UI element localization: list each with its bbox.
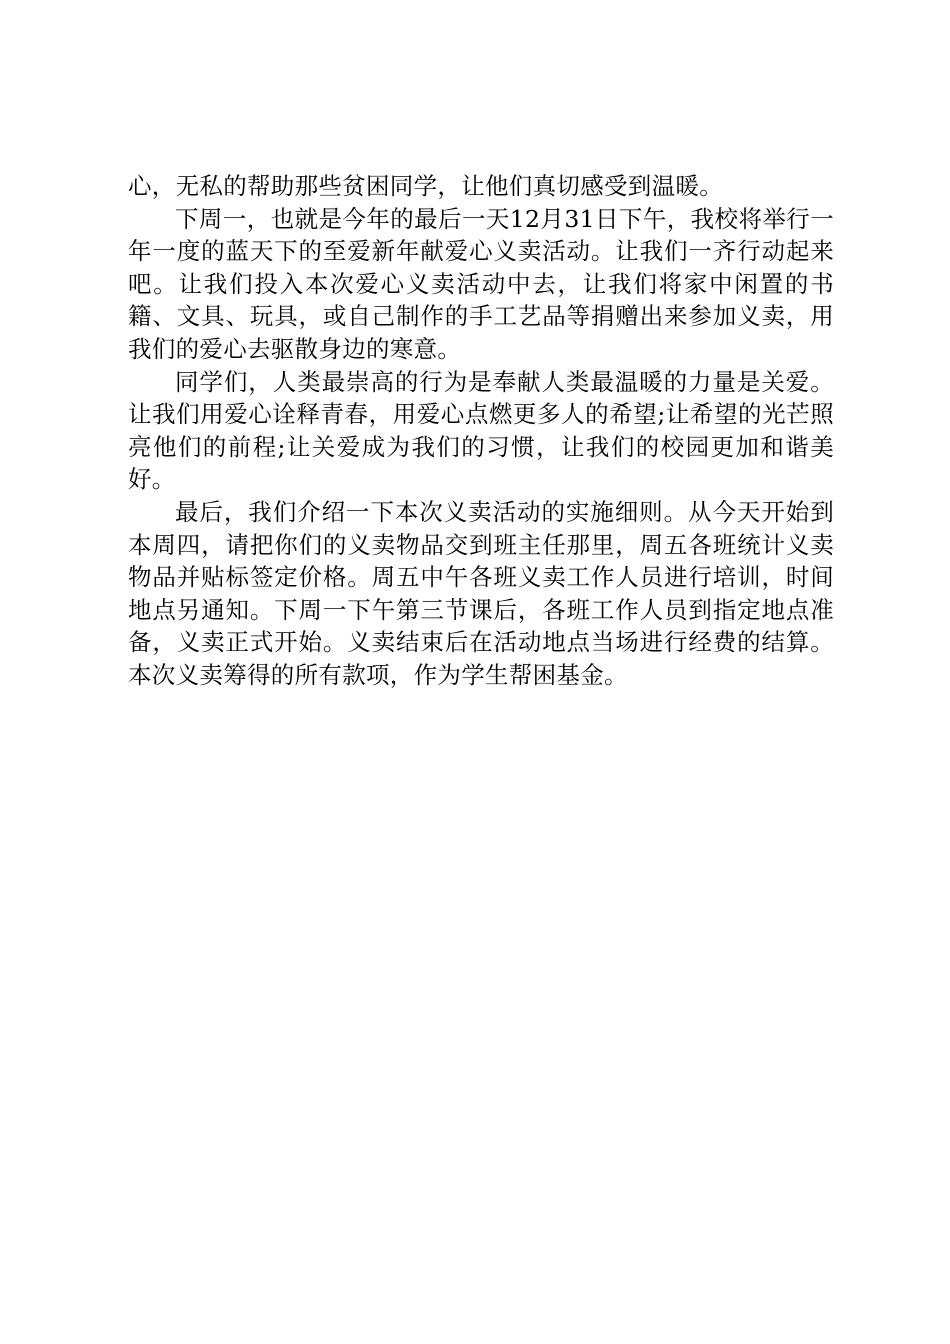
paragraph-charity-sale-announcement: 下周一，也就是今年的最后一天12月31日下午，我校将举行一年一度的蓝天下的至爱新年献爱心义卖活动。让我们一齐行动起来吧。让我们投入本次爱心义卖活动中去，让我们将家中闲置的书籍、文具、玩具，或自己制作的手工艺品等捐赠出来参加义卖，用我们的爱心去驱散身边的寒意。 <box>128 204 834 363</box>
paragraph-implementation-details: 最后，我们介绍一下本次义卖活动的实施细则。从今天开始到本周四，请把你们的义卖物品交到班主任那里，周五各班统计义卖物品并贴标签定价格。周五中午各班义卖工作人员进行培训，时间地点另通知。下周一下午第三节课后，各班工作人员到指定地点准备，义卖正式开始。义卖结束后在活动地点当场进行经费的结算。本次义卖筹得的所有款项，作为学生帮困基金。 <box>128 497 834 689</box>
paragraph-call-to-care: 同学们，人类最崇高的行为是奉献人类最温暖的力量是关爱。让我们用爱心诠释青春，用爱心点燃更多人的希望;让希望的光芒照亮他们的前程;让关爱成为我们的习惯，让我们的校园更加和谐美好。 <box>128 367 834 494</box>
document-body <box>128 170 834 692</box>
paragraph-continuation: 心，无私的帮助那些贫困同学，让他们真切感受到温暖。 <box>128 172 723 200</box>
